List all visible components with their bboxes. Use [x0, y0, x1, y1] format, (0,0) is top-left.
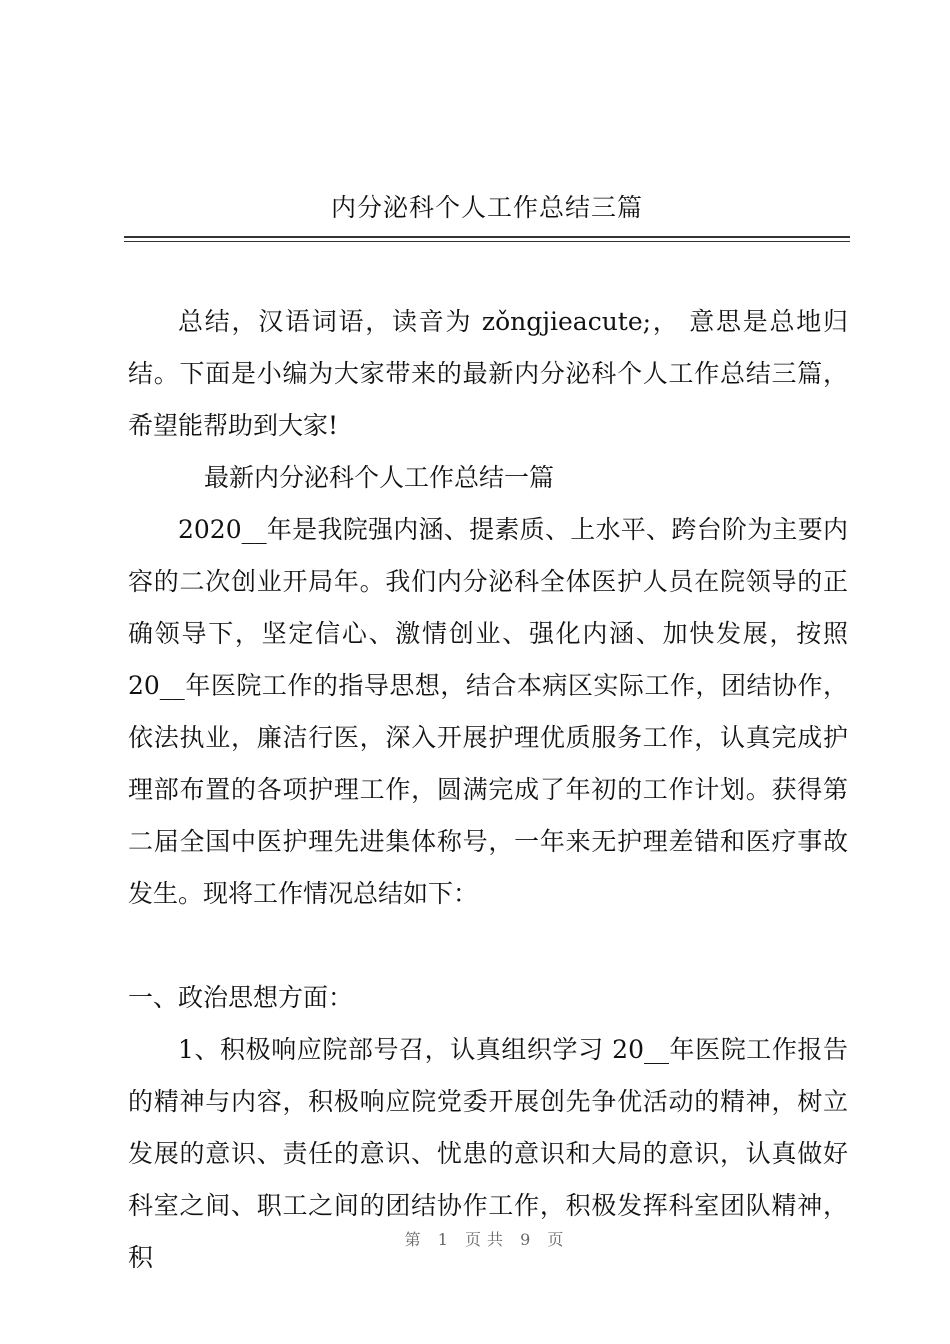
body-paragraph: 1、积极响应院部号召，认真组织学习 20__年医院工作报告的精神与内容，积极响应院党委开展创先争优活动的精神，树立发展的意识、责任的意识、忧患的意识和大局的意识，认真做好科室之间、职工之间的团结协作工作，积极发挥科室团队精神，积 [128, 1035, 848, 1272]
body-paragraph: 2020__年是我院强内涵、提素质、上水平、跨台阶为主要内容的二次创业开局年。我们内分泌科全体医护人员在院领导的正确领导下，坚定信心、激情创业、强化内涵、加快发展，按照 20__年医院工作的指导思想，结合本病区实际工作，团结协作，依法执业，廉洁行医，深入开展护理优质服务工作，认真完成护理部布置的各项护理工作，圆满完成了年初的工作计划。获得第二届全国中医护理先进集体称号，一年来无护理差错和医疗事故发生。现将工作情况总结如下： [128, 515, 848, 908]
title-rule-thin [124, 241, 850, 242]
section-subtitle: 最新内分泌科个人工作总结一篇 [204, 463, 555, 492]
intro-paragraph: 总结，汉语词语，读音为 zǒngjieacute;， 意思是总地归结。下面是小编为大家带来的最新内分泌科个人工作总结三篇，希望能帮助到大家! [128, 307, 848, 440]
page-footer: 第 1 页共 9 页 [404, 1230, 570, 1249]
title-rule-thick [124, 236, 850, 238]
paragraph-gap [128, 920, 848, 972]
document-body [128, 296, 848, 1284]
section-heading: 一、政治思想方面： [128, 983, 354, 1012]
page-title: 内分泌科个人工作总结三篇 [330, 193, 643, 222]
